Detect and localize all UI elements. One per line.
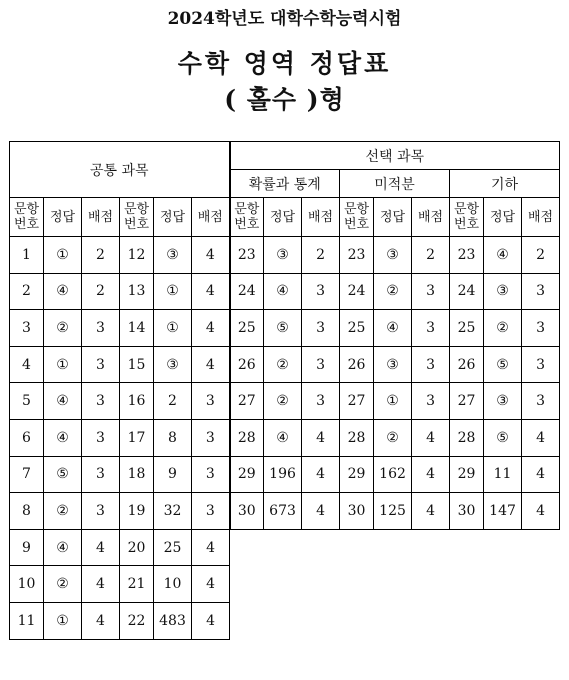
- empty-cell: [264, 529, 302, 566]
- empty-cell: [412, 529, 450, 566]
- points: 3: [522, 383, 560, 420]
- points: 4: [82, 602, 120, 639]
- points: 3: [522, 273, 560, 310]
- question-number: 29: [230, 456, 264, 493]
- question-number: 9: [10, 529, 44, 566]
- answer: ①: [374, 383, 412, 420]
- empty-cell: [340, 602, 374, 639]
- answer: ③: [154, 346, 192, 383]
- answer-table: [9, 141, 560, 640]
- question-number: 12: [120, 237, 154, 274]
- answer: ④: [264, 273, 302, 310]
- question-number: 24: [230, 273, 264, 310]
- answer: ③: [484, 383, 522, 420]
- answer: ④: [44, 383, 82, 420]
- question-number: 26: [340, 346, 374, 383]
- points: 3: [82, 383, 120, 420]
- answer: ③: [484, 273, 522, 310]
- points: 4: [82, 566, 120, 603]
- points: 3: [412, 310, 450, 347]
- points: 3: [302, 346, 340, 383]
- question-number: 16: [120, 383, 154, 420]
- empty-cell: [230, 566, 264, 603]
- question-number: 23: [230, 237, 264, 274]
- points: 3: [522, 310, 560, 347]
- question-number: 29: [450, 456, 484, 493]
- question-number: 7: [10, 456, 44, 493]
- empty-cell: [450, 529, 484, 566]
- question-number: 20: [120, 529, 154, 566]
- question-number: 30: [340, 493, 374, 530]
- empty-cell: [340, 566, 374, 603]
- empty-cell: [484, 566, 522, 603]
- answer: 25: [154, 529, 192, 566]
- answer-header: 정답: [44, 198, 82, 237]
- points: 2: [412, 237, 450, 274]
- empty-cell: [484, 529, 522, 566]
- answer: 11: [484, 456, 522, 493]
- points: 3: [522, 346, 560, 383]
- question-number: 27: [450, 383, 484, 420]
- answer: 8: [154, 419, 192, 456]
- answer-header: 정답: [374, 198, 412, 237]
- points: 4: [192, 529, 230, 566]
- question-number: 17: [120, 419, 154, 456]
- answer: ②: [44, 310, 82, 347]
- answer: 673: [264, 493, 302, 530]
- points: 4: [192, 273, 230, 310]
- empty-cell: [412, 566, 450, 603]
- points: 3: [192, 419, 230, 456]
- points: 4: [302, 493, 340, 530]
- points: 3: [82, 493, 120, 530]
- answer-header: 정답: [264, 198, 302, 237]
- answer: ④: [44, 273, 82, 310]
- answer: ④: [264, 419, 302, 456]
- answer: ②: [264, 346, 302, 383]
- answer: ③: [374, 237, 412, 274]
- question-number: 8: [10, 493, 44, 530]
- points: 4: [522, 419, 560, 456]
- question-number: 15: [120, 346, 154, 383]
- answer: ①: [44, 237, 82, 274]
- elective-calculus-header: 미적분: [340, 170, 450, 198]
- question-number: 30: [450, 493, 484, 530]
- empty-cell: [522, 529, 560, 566]
- question-number: 25: [340, 310, 374, 347]
- empty-cell: [302, 529, 340, 566]
- points: 3: [302, 310, 340, 347]
- table-row: [10, 566, 560, 603]
- empty-cell: [264, 602, 302, 639]
- question-number: 24: [450, 273, 484, 310]
- points: 4: [192, 602, 230, 639]
- question-number: 23: [450, 237, 484, 274]
- answer: 162: [374, 456, 412, 493]
- points: 3: [82, 310, 120, 347]
- points: 3: [412, 383, 450, 420]
- empty-cell: [450, 602, 484, 639]
- points: 4: [192, 237, 230, 274]
- answer: ④: [44, 419, 82, 456]
- answer: ③: [154, 237, 192, 274]
- answer: ③: [264, 237, 302, 274]
- question-number: 10: [10, 566, 44, 603]
- question-number: 6: [10, 419, 44, 456]
- empty-cell: [412, 602, 450, 639]
- points: 2: [82, 237, 120, 274]
- question-number: 28: [230, 419, 264, 456]
- points: 4: [192, 566, 230, 603]
- points: 4: [302, 456, 340, 493]
- points: 4: [522, 456, 560, 493]
- table-row: [10, 310, 560, 347]
- table-row: [10, 273, 560, 310]
- answer: 2: [154, 383, 192, 420]
- empty-cell: [374, 529, 412, 566]
- question-number: 4: [10, 346, 44, 383]
- points-header: 배점: [192, 198, 230, 237]
- table-row: [10, 529, 560, 566]
- table-row: [10, 237, 560, 274]
- table-row: [10, 456, 560, 493]
- table-row: [10, 602, 560, 639]
- answer-header: 정답: [484, 198, 522, 237]
- answer: ①: [154, 273, 192, 310]
- answer-header: 정답: [154, 198, 192, 237]
- question-number-header: 문항 번호: [120, 198, 154, 237]
- points: 4: [522, 493, 560, 530]
- answer: ③: [374, 346, 412, 383]
- answer: ④: [374, 310, 412, 347]
- points: 3: [192, 493, 230, 530]
- points: 3: [302, 383, 340, 420]
- answer: 196: [264, 456, 302, 493]
- question-number: 28: [340, 419, 374, 456]
- answer: 10: [154, 566, 192, 603]
- answer: 483: [154, 602, 192, 639]
- answer: ④: [484, 237, 522, 274]
- question-number: 11: [10, 602, 44, 639]
- question-number: 2: [10, 273, 44, 310]
- answer: ①: [154, 310, 192, 347]
- question-number: 21: [120, 566, 154, 603]
- answer: ①: [44, 346, 82, 383]
- exam-type-label: ( 홀수 )형: [224, 85, 345, 114]
- points: 2: [82, 273, 120, 310]
- points: 4: [412, 493, 450, 530]
- answer: ⑤: [484, 346, 522, 383]
- points: 3: [192, 383, 230, 420]
- question-number-header: 문항 번호: [340, 198, 374, 237]
- answer: ②: [374, 273, 412, 310]
- points-header: 배점: [302, 198, 340, 237]
- empty-cell: [230, 602, 264, 639]
- question-number: 26: [230, 346, 264, 383]
- answer: ④: [44, 529, 82, 566]
- question-number: 25: [450, 310, 484, 347]
- table-row: [10, 419, 560, 456]
- points: 3: [412, 273, 450, 310]
- question-number: 30: [230, 493, 264, 530]
- question-number: 25: [230, 310, 264, 347]
- points: 4: [82, 529, 120, 566]
- answer: ⑤: [44, 456, 82, 493]
- points: 2: [302, 237, 340, 274]
- empty-cell: [522, 602, 560, 639]
- table-row: [10, 346, 560, 383]
- answer: 147: [484, 493, 522, 530]
- points-header: 배점: [82, 198, 120, 237]
- answer: 125: [374, 493, 412, 530]
- points: 4: [412, 419, 450, 456]
- elective-geometry-header: 기하: [450, 170, 560, 198]
- points: 4: [412, 456, 450, 493]
- table-row: [10, 493, 560, 530]
- question-number: 3: [10, 310, 44, 347]
- question-number: 28: [450, 419, 484, 456]
- question-number: 5: [10, 383, 44, 420]
- question-number: 1: [10, 237, 44, 274]
- common-subject-header: 공통 과목: [10, 142, 230, 198]
- points: 3: [302, 273, 340, 310]
- empty-cell: [302, 602, 340, 639]
- answer: ②: [44, 493, 82, 530]
- empty-cell: [340, 529, 374, 566]
- points: 3: [82, 419, 120, 456]
- answer-key-title: 수학 영역 정답표: [177, 49, 392, 78]
- empty-cell: [374, 566, 412, 603]
- points-header: 배점: [412, 198, 450, 237]
- answer: 9: [154, 456, 192, 493]
- question-number: 13: [120, 273, 154, 310]
- question-number: 27: [230, 383, 264, 420]
- answer: 32: [154, 493, 192, 530]
- answer: ②: [484, 310, 522, 347]
- question-number: 19: [120, 493, 154, 530]
- question-number: 14: [120, 310, 154, 347]
- question-number: 23: [340, 237, 374, 274]
- points: 3: [412, 346, 450, 383]
- points-header: 배점: [522, 198, 560, 237]
- question-number-header: 문항 번호: [450, 198, 484, 237]
- question-number: 26: [450, 346, 484, 383]
- question-number-header: 문항 번호: [230, 198, 264, 237]
- points: 3: [82, 346, 120, 383]
- empty-cell: [374, 602, 412, 639]
- exam-year-title: 2024학년도 대학수학능력시험: [167, 9, 402, 29]
- points: 4: [302, 419, 340, 456]
- points: 4: [192, 346, 230, 383]
- points: 3: [192, 456, 230, 493]
- points: 4: [192, 310, 230, 347]
- question-number-header: 문항 번호: [10, 198, 44, 237]
- points: 2: [522, 237, 560, 274]
- question-number: 27: [340, 383, 374, 420]
- question-number: 18: [120, 456, 154, 493]
- empty-cell: [450, 566, 484, 603]
- empty-cell: [264, 566, 302, 603]
- empty-cell: [484, 602, 522, 639]
- elective-probability-header: 확률과 통계: [230, 170, 340, 198]
- answer: ②: [44, 566, 82, 603]
- empty-cell: [302, 566, 340, 603]
- points: 3: [82, 456, 120, 493]
- question-number: 22: [120, 602, 154, 639]
- answer: ⑤: [264, 310, 302, 347]
- question-number: 29: [340, 456, 374, 493]
- answer: ⑤: [484, 419, 522, 456]
- table-row: [10, 383, 560, 420]
- empty-cell: [522, 566, 560, 603]
- answer: ②: [374, 419, 412, 456]
- answer: ②: [264, 383, 302, 420]
- elective-subject-header: 선택 과목: [230, 142, 560, 170]
- answer: ①: [44, 602, 82, 639]
- question-number: 24: [340, 273, 374, 310]
- empty-cell: [230, 529, 264, 566]
